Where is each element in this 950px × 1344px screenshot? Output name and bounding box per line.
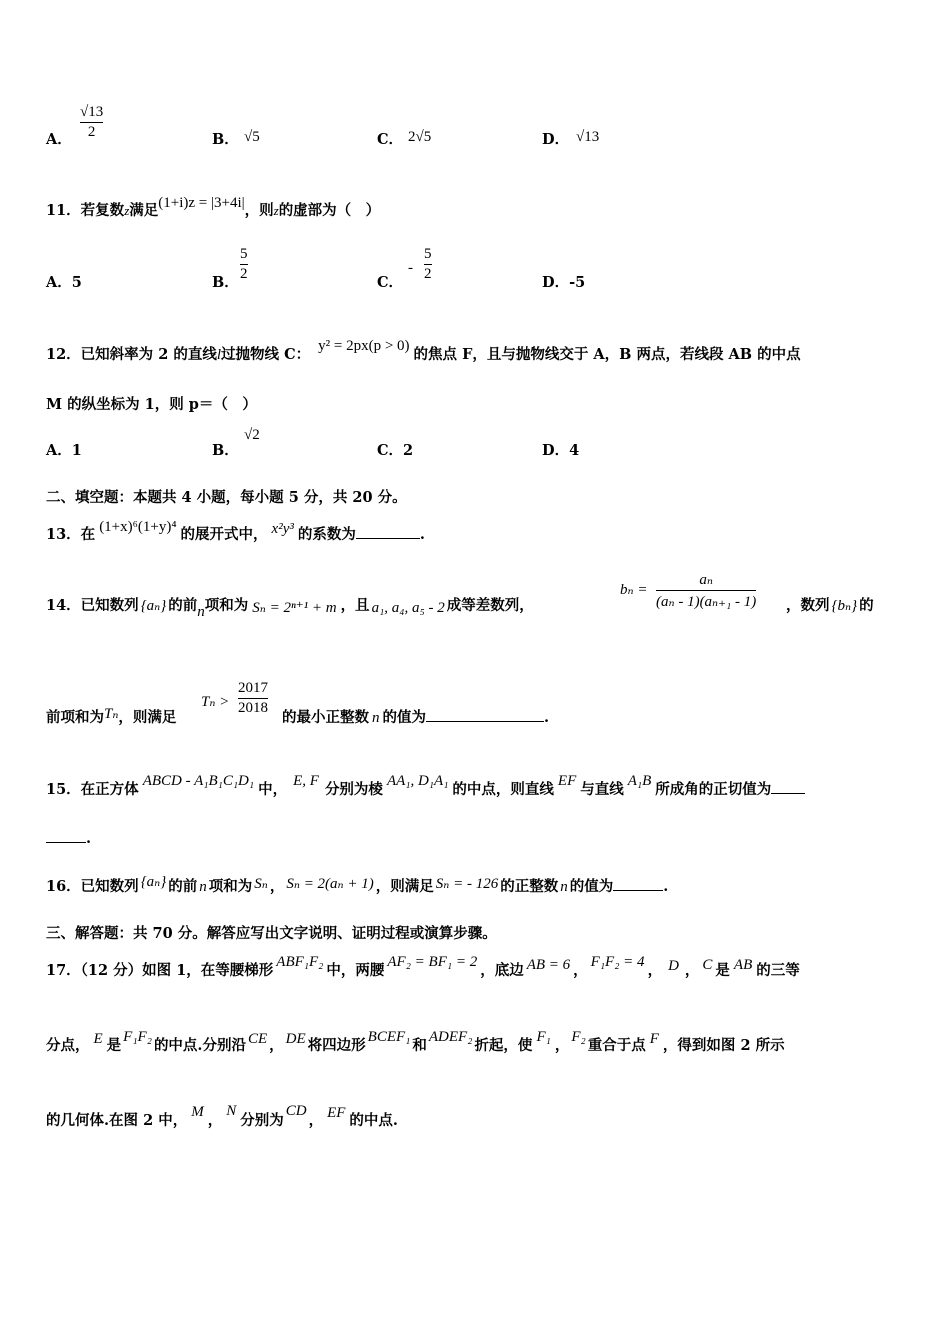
q12-option-a: A．1 xyxy=(46,442,82,459)
q10-a-denominator: 2 xyxy=(87,124,96,140)
q15-edges: AA₁, D₁A₁ xyxy=(386,773,449,789)
q17-stem-line2: 分点， E 是 F₁F₂ 的中点.分别沿 CE ， DE 将四边形 BCEF₁ 和 ADEF₂ 折起，使 F₁ ， F₂ 重合于点 F ，得到如图 2 所示 xyxy=(46,1029,785,1054)
q14-stem-line1-end: ，数列 {bₙ} 的 xyxy=(786,597,874,614)
q11-option-c-sign: - xyxy=(408,260,413,276)
q12-stem-line2: M 的纵坐标为 1，则 p＝（ ） xyxy=(46,396,257,413)
q15-stem-line2: . xyxy=(46,830,91,847)
q16-stem: 16．已知数列 {aₙ} 的前 n 项和为 Sₙ ， Sₙ = 2(aₙ + 1) ，则满足 Sₙ = - 126 的正整数 n 的值为 . xyxy=(46,874,669,895)
q14-stem-line1: 14．已知数列 {aₙ} 的前n项和为 Sₙ = 2ⁿ⁺¹ + m ，且 a₁, a₄, a₅ - 2 成等差数列， xyxy=(46,597,534,620)
q16-answer-blank[interactable] xyxy=(613,890,663,891)
q13-expression: (1+x)⁶(1+y)⁴ xyxy=(99,519,177,535)
q14-answer-blank[interactable] xyxy=(426,721,544,722)
q11-option-b-fraction: 5 2 xyxy=(240,246,248,282)
section-3-heading: 三、解答题：共 70 分。解答应写出文字说明、证明过程或演算步骤。 xyxy=(46,925,497,942)
q13-term: x²y³ xyxy=(271,521,294,537)
q16-condition: Sₙ = - 126 xyxy=(435,876,499,892)
q16-equation: Sₙ = 2(aₙ + 1) xyxy=(286,876,374,892)
q14-sum-formula: Sₙ = 2ⁿ⁺¹ + m xyxy=(252,600,337,616)
q17-stem-line1: 17．（12 分）如图 1，在等腰梯形 ABF₁F₂ 中，两腰 AF₂ = BF₁ = 2 ，底边 AB = 6 ， F₁F₂ = 4 ， D ， C 是 AB 的三等 xyxy=(46,954,800,979)
q10-option-c-label: C． xyxy=(377,131,404,148)
q12-equation: y² = 2px(p > 0) xyxy=(318,338,410,354)
q14-bn-fraction: aₙ (aₙ - 1)(aₙ₊₁ - 1) xyxy=(656,572,757,610)
q12-option-d: D．4 xyxy=(542,442,580,459)
q11-option-a: A．5 xyxy=(46,274,82,291)
q10-option-b-label: B． xyxy=(212,131,239,148)
q13-answer-blank[interactable] xyxy=(356,538,420,539)
q10-option-d-value: √13 xyxy=(576,129,600,145)
q15-stem-line1: 15．在正方体 ABCD - A₁B₁C₁D₁ 中， E, F 分别为棱 AA₁, D₁A₁ 的中点，则直线 EF 与直线 A₁B 所成角的正切值为 xyxy=(46,778,805,799)
q14-inequality-lhs: Tₙ > xyxy=(201,694,230,710)
q15-answer-blank-part1[interactable] xyxy=(771,793,805,794)
q11-option-d: D．-5 xyxy=(542,274,586,291)
q10-option-c-value: 2√5 xyxy=(408,129,432,145)
q11-stem: 11．若复数z满足(1+i)z = |3+4i|，则z的虚部为（ ） xyxy=(46,195,381,219)
q13-stem: 13．在 (1+x)⁶(1+y)⁴ 的展开式中， x²y³ 的系数为 . xyxy=(46,519,425,543)
q12-option-c: C．2 xyxy=(377,442,414,459)
q15-cube: ABCD - A₁B₁C₁D₁ xyxy=(142,773,255,789)
section-2-heading: 二、填空题：本题共 4 小题，每小题 5 分，共 20 分。 xyxy=(46,489,407,506)
q11-option-c-label: C． xyxy=(377,274,404,291)
q14-inequality-fraction: 2017 2018 xyxy=(238,680,268,716)
q12-option-b-value: √2 xyxy=(244,427,260,443)
q10-option-a-label: A． xyxy=(46,131,72,148)
q15-answer-blank-part2[interactable] xyxy=(46,842,86,843)
q10-option-d-label: D． xyxy=(542,131,570,148)
q14-bn-lhs: bₙ = xyxy=(620,582,648,598)
q14-stem-line2: 前项和为Tₙ，则满足 xyxy=(46,706,177,726)
q14-stem-line2-end: 的最小正整数 n 的值为 . xyxy=(282,709,550,726)
q14-sequence: a₁, a₄, a₅ - 2 xyxy=(371,600,445,616)
q11-equation: (1+i)z = |3+4i| xyxy=(158,195,245,211)
q10-a-numerator: √13 xyxy=(80,104,104,120)
q11-option-c-fraction: 5 2 xyxy=(424,246,432,282)
q17-stem-line3: 的几何体.在图 2 中， M ，N分别为CD， EF 的中点. xyxy=(46,1103,398,1129)
q10-option-b-value: √5 xyxy=(244,129,260,145)
q12-stem-line1: 12．已知斜率为 2 的直线l过抛物线 C： y² = 2px(p > 0) 的焦点 F，且与抛物线交于 A，B 两点，若线段 AB 的中点 xyxy=(46,338,801,363)
q11-option-b-label: B． xyxy=(212,274,239,291)
q12-option-b-label: B． xyxy=(212,442,239,459)
q10-option-a-fraction xyxy=(80,104,103,141)
